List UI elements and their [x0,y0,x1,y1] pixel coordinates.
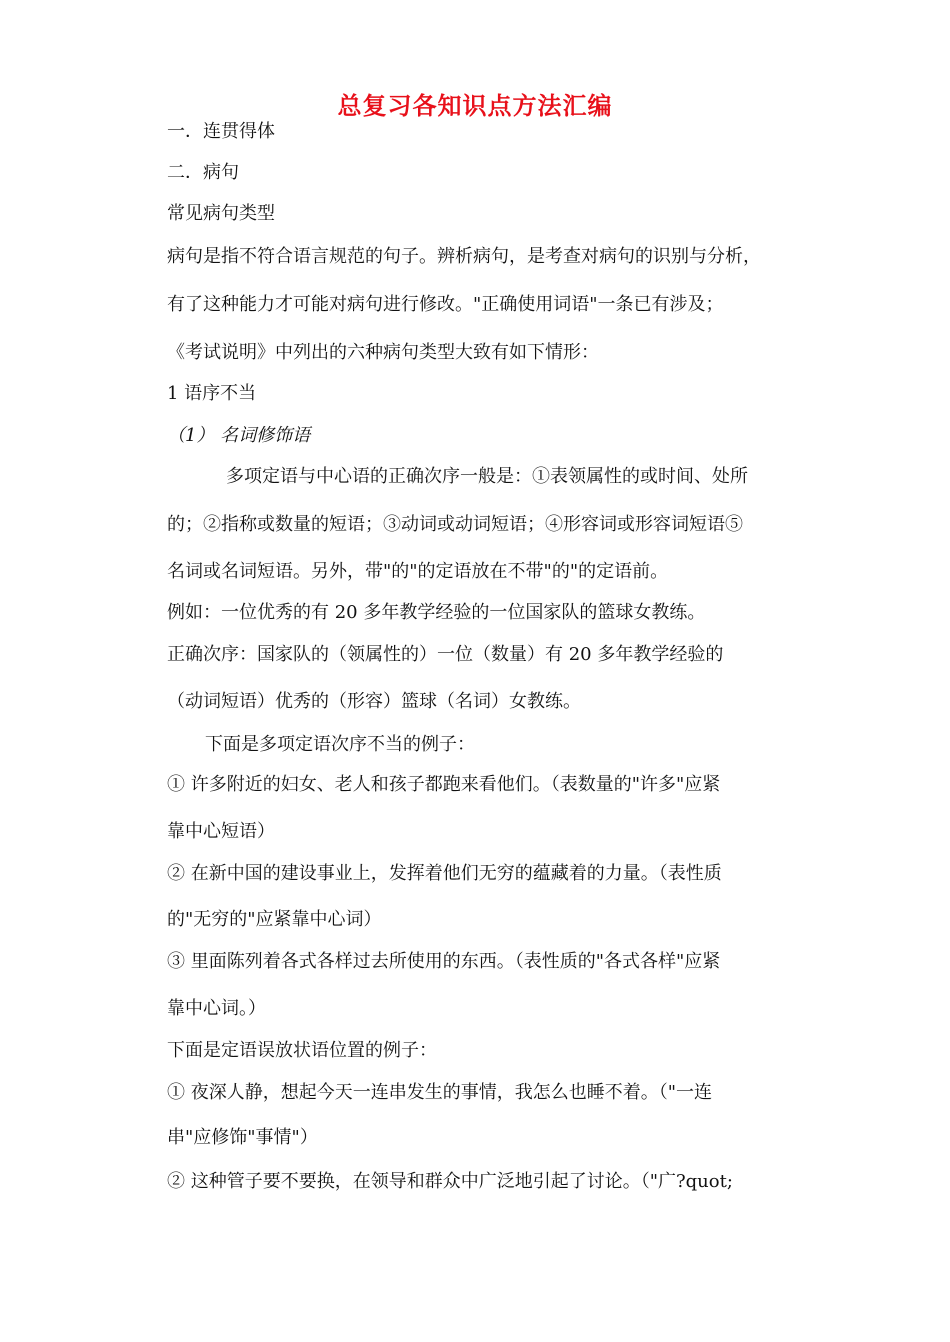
subsection-heading: （1） 名词修饰语 [167,425,311,446]
paragraph-line: 多项定语与中心语的正确次序一般是：①表领属性的或时间、处所 [226,466,748,487]
paragraph-line: 正确次序：国家队的（领属性的）一位（数量）有 20 多年教学经验的 [167,644,724,665]
paragraph-line: 有了这种能力才可能对病句进行修改。"正确使用词语"一条已有涉及； [167,294,724,315]
paragraph-line: （动词短语）优秀的（形容）篮球（名词）女教练。 [167,691,581,712]
list-item: ① 夜深人静，想起今天一连串发生的事情，我怎么也睡不着。（"一连 [167,1082,712,1103]
document-title: 总复习各知识点方法汇编 [337,92,613,120]
paragraph-line: 的；②指称或数量的短语；③动词或动词短语；④形容词或形容词短语⑤ [167,514,743,535]
example-line: 例如：一位优秀的有 20 多年教学经验的一位国家队的篮球女教练。 [167,602,706,623]
list-item-continued: 靠中心短语） [167,821,275,842]
subheading: 常见病句类型 [167,203,275,224]
heading-2: 二．病句 [167,162,239,183]
paragraph-line: 下面是定语误放状语位置的例子： [167,1040,437,1061]
heading-1: 一．连贯得体 [167,121,275,142]
paragraph-line: 《考试说明》中列出的六种病句类型大致有如下情形： [167,342,599,363]
paragraph-line: 下面是多项定语次序不当的例子： [205,734,475,755]
list-item: ② 这种管子要不要换，在领导和群众中广泛地引起了讨论。（"广?quot; [167,1171,733,1192]
list-item: ② 在新中国的建设事业上，发挥着他们无穷的蕴藏着的力量。（表性质 [167,863,722,884]
list-item-continued: 串"应修饰"事情"） [167,1127,318,1148]
list-item: ③ 里面陈列着各式各样过去所使用的东西。（表性质的"各式各样"应紧 [167,951,721,972]
section-heading: 1 语序不当 [167,383,257,404]
paragraph-line: 病句是指不符合语言规范的句子。辨析病句，是考查对病句的识别与分析， [167,246,761,267]
paragraph-line: 名词或名词短语。另外，带"的"的定语放在不带"的"的定语前。 [167,561,669,582]
list-item: ① 许多附近的妇女、老人和孩子都跑来看他们。（表数量的"许多"应紧 [167,774,721,795]
list-item-continued: 靠中心词。） [167,998,266,1019]
list-item-continued: 的"无穷的"应紧靠中心词） [167,909,382,930]
